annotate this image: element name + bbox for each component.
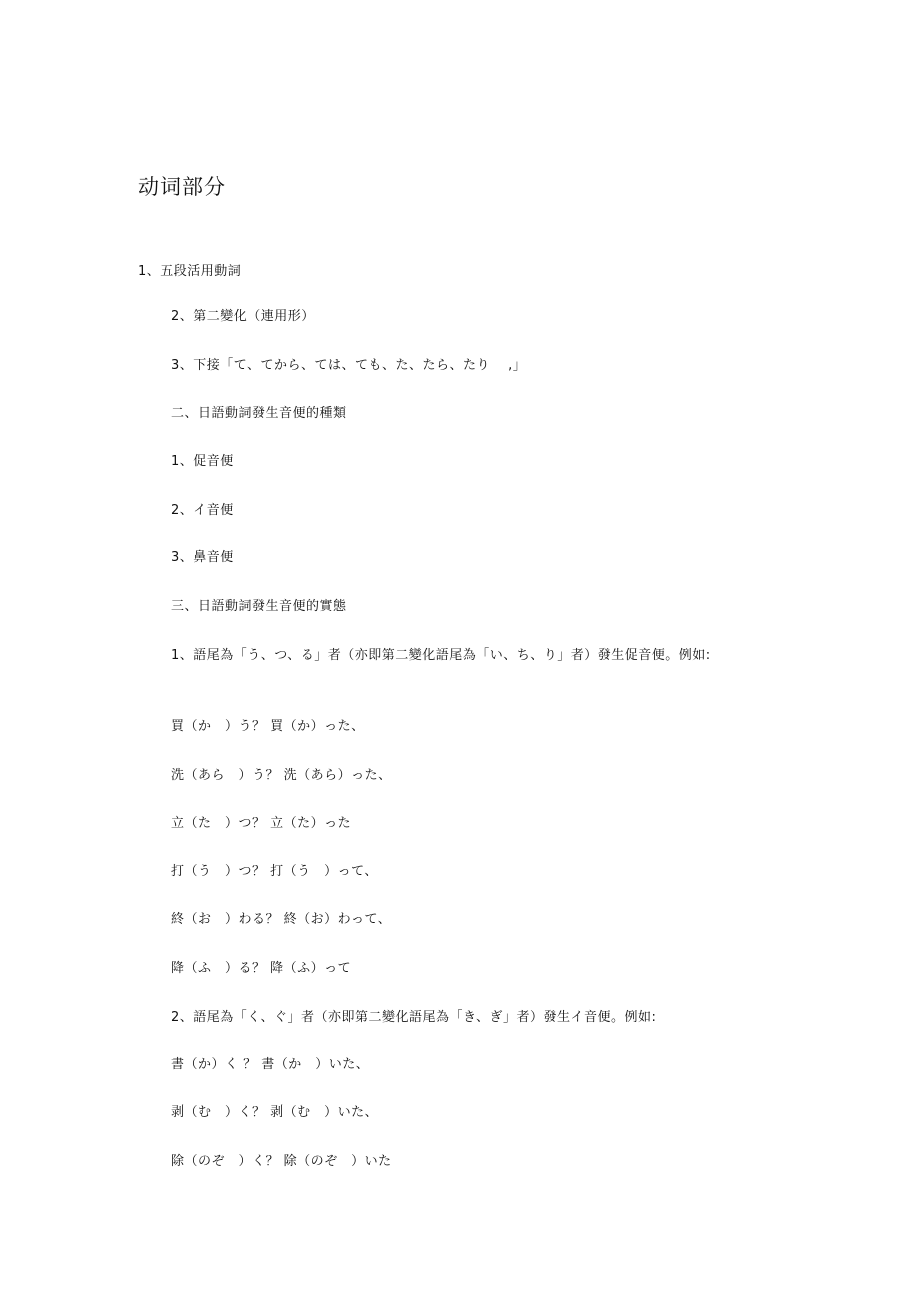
example-line: 打（う ）つ？ 打（う ）って、	[171, 864, 378, 879]
example-line: 買（か ）う？ 買（か）った、	[171, 719, 365, 734]
text-line: 3、鼻音便	[171, 550, 234, 565]
text-line: 1、促音便	[171, 454, 234, 469]
example-line: 書（か）く ？ 書（か ）いた、	[171, 1057, 370, 1072]
section-heading: 二、日語動詞發生音便的種類	[171, 406, 347, 421]
example-line: 除（のぞ ）く？ 除（のぞ ）いた	[171, 1154, 392, 1169]
section-heading: 1、五段活用動詞	[138, 264, 242, 279]
text-line: 3、下接「て、てから、ては、ても、た、たら、たり ,」	[171, 358, 527, 373]
text-line: 2、語尾為「く、ぐ」者（亦即第二變化語尾為「き、ぎ」者）發生イ音便。例如:	[171, 1010, 657, 1025]
text-line: 2、第二變化（連用形）	[171, 309, 315, 324]
example-line: 剥（む ）く？ 剥（む ）いた、	[171, 1105, 379, 1120]
text-line: 2、イ音便	[171, 503, 234, 518]
example-line: 降（ふ ）る？ 降（ふ）って	[171, 961, 352, 976]
example-line: 立（た ）つ？ 立（た）った	[171, 816, 352, 831]
section-heading: 三、日語動詞發生音便的實態	[171, 599, 347, 614]
example-line: 洗（あら ）う？ 洗（あら）った、	[171, 768, 392, 783]
paragraph: 1、語尾為「う、つ、る」者（亦即第二變化語尾為「い、ち、り」者）發生促音便。例如:	[171, 648, 711, 663]
page-title: 动词部分	[138, 175, 226, 199]
example-line: 終（お ）わる？ 終（お）わって、	[171, 912, 392, 927]
